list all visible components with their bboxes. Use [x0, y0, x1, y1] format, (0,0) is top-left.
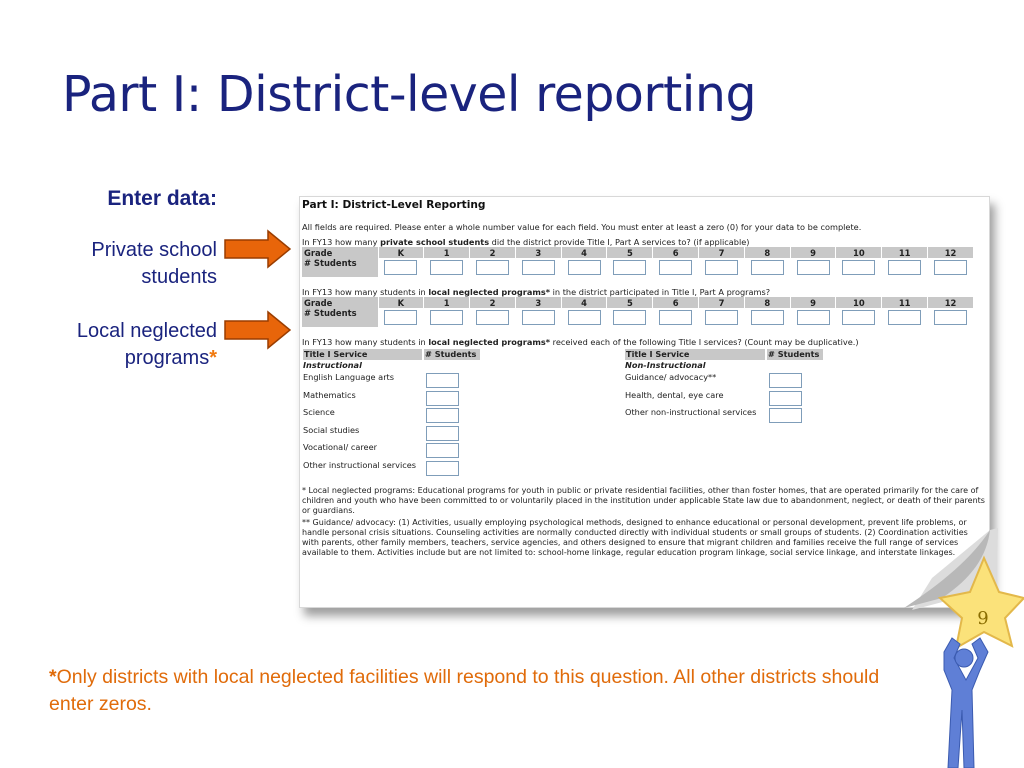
grade-header-cell: 8 — [744, 247, 790, 258]
grade-cell — [836, 308, 882, 327]
form-title: Part I: District-Level Reporting — [302, 199, 486, 211]
grade-header-cell: 6 — [653, 247, 699, 258]
student-count-input[interactable] — [476, 310, 509, 325]
service-label: Other instructional services — [303, 459, 417, 470]
grade-header-cell: 4 — [561, 297, 607, 308]
footnote-local-neglected: * Local neglected programs: Educational programs for youth in public or private residential facilities, other than foster homes, that are operated primarily for the care of children and youth who have been committed to or voluntarily placed in the institution under applicable State law due to abandonment, neglect, or death of their parents or guardians. — [302, 486, 985, 515]
service-row — [625, 407, 825, 425]
grade-cell — [561, 308, 607, 327]
service-count-input[interactable] — [426, 408, 459, 423]
question-text: in the district participated in Title I, Part A programs? — [550, 287, 771, 297]
grade-cell — [424, 308, 470, 327]
grade-cell — [790, 308, 836, 327]
student-count-input[interactable] — [797, 260, 830, 275]
form-screenshot — [299, 196, 990, 608]
grade-cell — [790, 258, 836, 277]
question-emphasis: private school students — [380, 237, 490, 247]
service-count-input[interactable] — [426, 461, 459, 476]
instructional-subheader: Instructional — [303, 360, 362, 370]
non-instructional-service-list — [625, 372, 825, 425]
grade-cell — [607, 308, 653, 327]
grade-header-cell: 1 — [424, 297, 470, 308]
students-input-row — [302, 308, 974, 327]
service-header: Title I Service — [625, 349, 765, 360]
student-count-input[interactable] — [705, 260, 738, 275]
non-instructional-services-column — [625, 349, 825, 425]
student-count-input[interactable] — [842, 260, 875, 275]
service-header-row — [625, 349, 825, 360]
grade-header-row — [302, 247, 974, 258]
footnote-guidance: ** Guidance/ advocacy: (1) Activities, usually employing psychological methods, designed to enhance educational or personal development, prevent life problems, or handle personal crisis situations. Counseling activities are normally conducted directly with individual students or small groups of students. (2) Coordination activities with parents, other family members, teachers, service agencies, and others designed to ensure that migrant children and families receive the full range of services available to them. Activities include but are not limited to: school-home linkage, regular education program linkage, social service linkage, and interstate linkages. — [302, 518, 968, 557]
question-text: In FY13 how many — [302, 237, 381, 247]
student-count-input[interactable] — [430, 260, 463, 275]
service-count-input[interactable] — [769, 373, 802, 388]
grade-cell — [836, 258, 882, 277]
orange-right-arrow-icon — [224, 310, 291, 350]
service-count-input[interactable] — [769, 408, 802, 423]
service-count-input[interactable] — [426, 373, 459, 388]
services-section — [302, 349, 989, 484]
grade-header-cell: K — [378, 247, 424, 258]
star-figure-icon — [900, 540, 1024, 768]
grade-header-row — [302, 297, 974, 308]
grade-cell — [699, 308, 745, 327]
student-count-input[interactable] — [384, 310, 417, 325]
neglected-students-grade-table — [302, 297, 974, 327]
grade-cell — [470, 308, 516, 327]
student-count-input[interactable] — [797, 310, 830, 325]
service-label: Social studies — [303, 424, 360, 435]
orange-right-arrow-icon — [224, 229, 291, 269]
question-text: did the district provide Title I, Part A services to? (if applicable) — [489, 237, 750, 247]
grade-cell — [378, 258, 424, 277]
footer-note-text: Only districts with local neglected facilities will respond to this question. All other districts should enter zeros. — [49, 666, 880, 715]
service-row — [303, 425, 482, 443]
grade-cell — [470, 258, 516, 277]
student-count-input[interactable] — [888, 260, 921, 275]
grade-cell — [928, 258, 974, 277]
student-count-input[interactable] — [430, 310, 463, 325]
student-count-input[interactable] — [613, 260, 646, 275]
service-row — [303, 442, 482, 460]
footer-asterisk: * — [49, 666, 57, 688]
student-count-input[interactable] — [934, 310, 967, 325]
grade-cell — [515, 308, 561, 327]
service-row — [625, 372, 825, 390]
students-input-row — [302, 258, 974, 277]
non-instructional-subheader: Non-Instructional — [625, 360, 706, 370]
grade-header-cell: 10 — [836, 247, 882, 258]
grade-cell — [378, 308, 424, 327]
form-instructions: All fields are required. Please enter a whole number value for each field. You must enter at least a zero (0) for your data to be complete. — [302, 222, 862, 232]
footer-note — [49, 664, 899, 718]
service-row — [303, 390, 482, 408]
service-label: English Language arts — [303, 372, 395, 382]
local-neglected-label — [37, 318, 217, 372]
service-label: Guidance/ advocacy** — [625, 372, 717, 382]
grade-header-cell: K — [378, 297, 424, 308]
grade-cell — [607, 258, 653, 277]
grade-header-cell: 4 — [561, 247, 607, 258]
student-count-input[interactable] — [476, 260, 509, 275]
instructional-services-column — [303, 349, 482, 477]
student-count-input[interactable] — [522, 260, 555, 275]
student-count-input[interactable] — [751, 260, 784, 275]
service-count-input[interactable] — [769, 391, 802, 406]
instructional-service-list — [303, 372, 482, 477]
student-count-input[interactable] — [384, 260, 417, 275]
service-students-header: # Students — [767, 349, 823, 360]
grade-cell — [744, 308, 790, 327]
grade-cell — [561, 258, 607, 277]
grade-header-cell: 1 — [424, 247, 470, 258]
private-school-label: Private school students — [91, 239, 217, 288]
student-count-input[interactable] — [888, 310, 921, 325]
grade-header-cell: 2 — [470, 297, 516, 308]
question-text: received each of the following Title I services? (Count may be duplicative.) — [550, 337, 859, 347]
service-header: Title I Service — [303, 349, 422, 360]
grade-header-cell: 11 — [882, 247, 928, 258]
student-count-input[interactable] — [934, 260, 967, 275]
grade-header-cell: 5 — [607, 297, 653, 308]
grade-header-cell: 2 — [470, 247, 516, 258]
grade-cell — [882, 308, 928, 327]
grade-label: Grade — [302, 247, 378, 258]
grade-header-cell: 6 — [653, 297, 699, 308]
grade-cell — [699, 258, 745, 277]
grade-cell — [424, 258, 470, 277]
service-row — [303, 460, 482, 478]
service-label: Other non-instructional services — [625, 407, 757, 417]
grade-cell — [882, 258, 928, 277]
student-count-input[interactable] — [751, 310, 784, 325]
student-count-input[interactable] — [613, 310, 646, 325]
grade-header-cell: 7 — [699, 297, 745, 308]
grade-header-cell: 8 — [744, 297, 790, 308]
students-label: # Students — [302, 308, 378, 327]
page-title: Part I: District-level reporting — [62, 66, 757, 123]
grade-cell — [744, 258, 790, 277]
student-count-input[interactable] — [568, 310, 601, 325]
student-count-input[interactable] — [842, 310, 875, 325]
service-label: Science — [303, 407, 335, 417]
grade-header-cell: 3 — [515, 297, 561, 308]
question-text: In FY13 how many students in — [302, 287, 429, 297]
question-neglected-students — [302, 287, 989, 297]
grade-cell — [515, 258, 561, 277]
service-label: Vocational/ career — [303, 442, 377, 452]
grade-header-cell: 11 — [882, 297, 928, 308]
grade-header-cell: 9 — [790, 247, 836, 258]
student-count-input[interactable] — [705, 310, 738, 325]
grade-header-cell: 10 — [836, 297, 882, 308]
grade-header-cell: 3 — [515, 247, 561, 258]
grade-header-cell: 7 — [699, 247, 745, 258]
grade-header-cell: 12 — [928, 247, 974, 258]
question-emphasis: local neglected programs* — [428, 287, 551, 297]
service-students-header: # Students — [424, 349, 480, 360]
local-neglected-label-text: Local neglected programs — [76, 320, 217, 369]
grade-header-cell: 9 — [790, 297, 836, 308]
page-number: 9 — [977, 608, 989, 629]
question-private-students — [302, 237, 989, 247]
service-header-row — [303, 349, 482, 360]
question-text: In FY13 how many students in — [302, 337, 429, 347]
service-row — [303, 372, 482, 390]
student-count-input[interactable] — [659, 310, 692, 325]
student-count-input[interactable] — [659, 260, 692, 275]
service-row — [625, 390, 825, 408]
service-count-input[interactable] — [426, 443, 459, 458]
service-count-input[interactable] — [426, 391, 459, 406]
service-label: Mathematics — [303, 389, 356, 400]
service-label: Health, dental, eye care — [625, 389, 724, 400]
question-emphasis: local neglected programs* — [428, 337, 551, 347]
grade-label: Grade — [302, 297, 378, 308]
student-count-input[interactable] — [568, 260, 601, 275]
grade-cell — [653, 308, 699, 327]
grade-cell — [653, 258, 699, 277]
question-services — [302, 337, 989, 347]
asterisk-marker: * — [209, 347, 217, 369]
grade-header-cell: 5 — [607, 247, 653, 258]
grade-header-cell: 12 — [928, 297, 974, 308]
service-row — [303, 407, 482, 425]
service-count-input[interactable] — [426, 426, 459, 441]
students-label: # Students — [302, 258, 378, 277]
private-students-grade-table — [302, 247, 974, 277]
grade-cell — [928, 308, 974, 327]
student-count-input[interactable] — [522, 310, 555, 325]
enter-data-label: Enter data: — [107, 187, 217, 210]
